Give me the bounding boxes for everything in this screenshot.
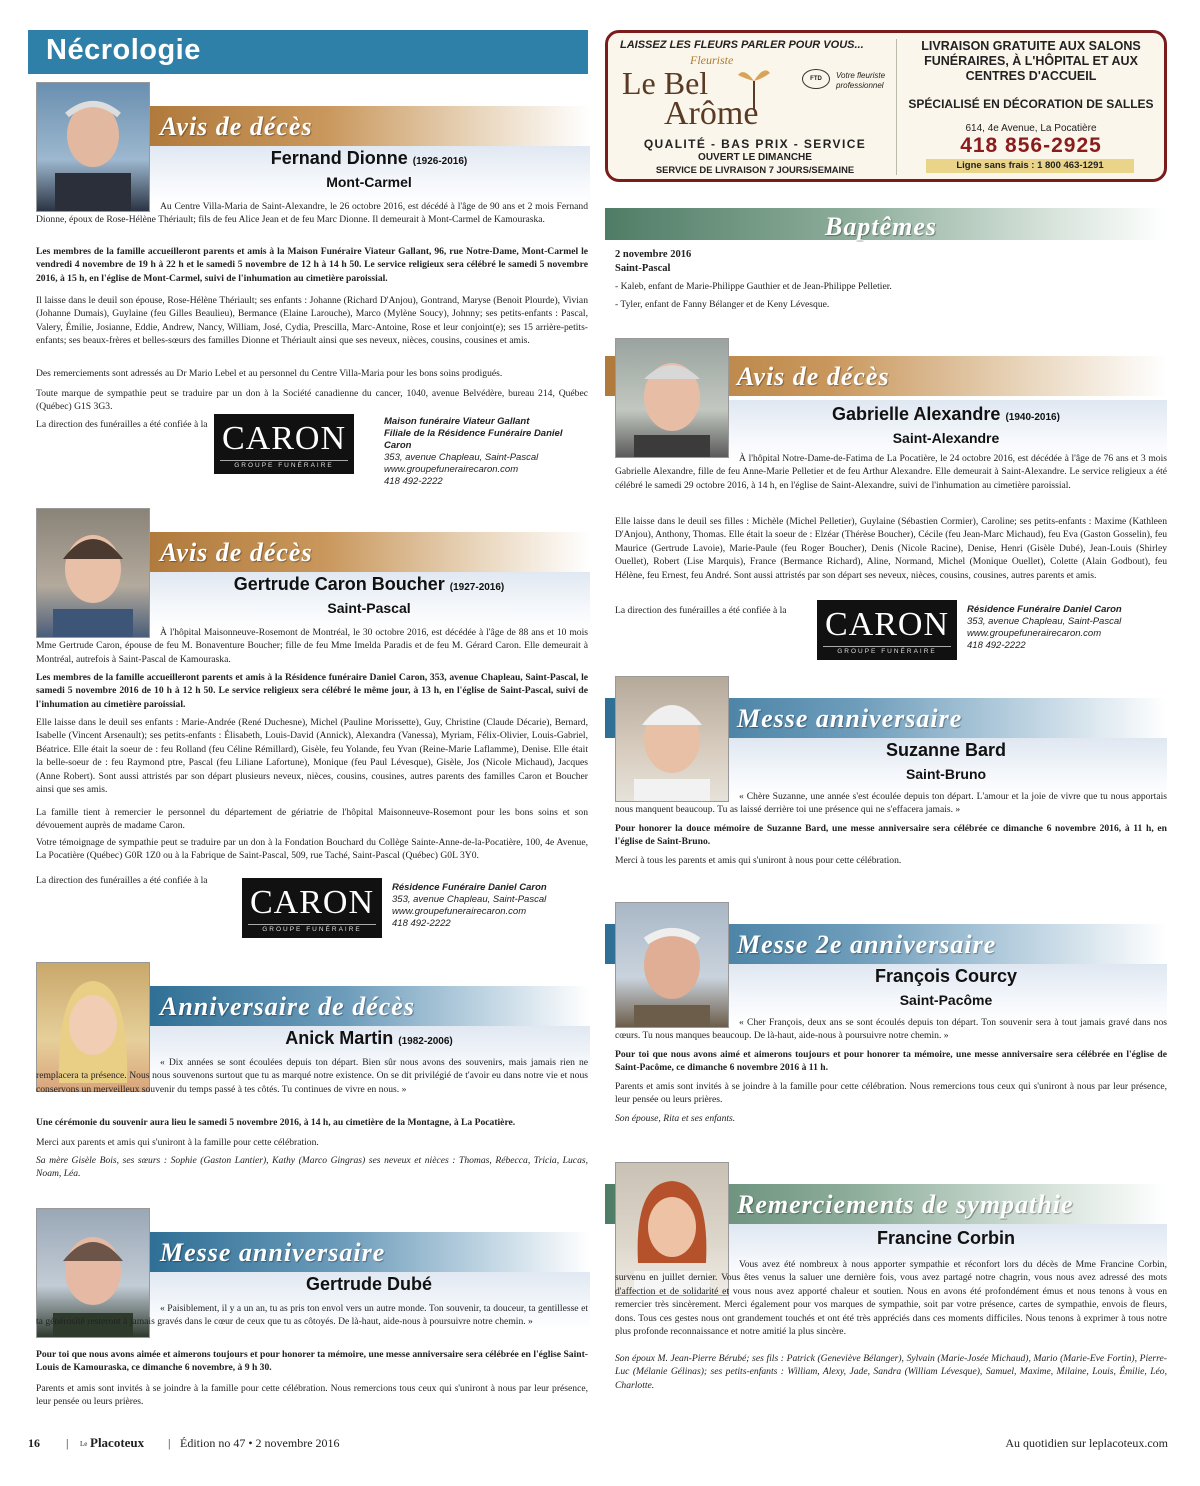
caron-logo-sub: GROUPE FUNÉRAIRE xyxy=(837,648,937,655)
notice-band-title: Messe anniversaire xyxy=(160,1238,386,1267)
footer-separator: | xyxy=(66,1436,69,1450)
caron-logo xyxy=(817,600,957,660)
florist-advertisement[interactable] xyxy=(605,30,1167,182)
notice-paragraph: À l'hôpital Maisonneuve-Rosemont de Montréal, le 30 octobre 2016, est décédée à l'âge de 88 ans et 10 mois Mme Gertrude Caron, épouse de feu M. Bonaventure Boucher; fille de feu Mme Imelda Paradis et de feu M. Gérard Caron. Elle demeurait à Montréal, autrefois à Saint-Pascal de Kamouraska. xyxy=(36,627,588,665)
lily-flower-icon xyxy=(734,61,774,115)
footer-website[interactable]: Au quotidien sur leplacoteux.com xyxy=(1005,1436,1168,1450)
caron-logo-rule xyxy=(220,460,348,461)
bapteme-item: - Tyler, enfant de Fanny Bélanger et de Keny Lévesque. xyxy=(615,299,830,310)
caron-logo xyxy=(214,414,354,474)
portrait-photo-illustration xyxy=(616,677,728,801)
funeral-home-address: 353, avenue Chapleau, Saint-Pascal xyxy=(967,616,1122,627)
edition-info: Édition no 47 • 2 novembre 2016 xyxy=(180,1436,340,1450)
deceased-name: Francine Corbin xyxy=(876,1228,1015,1248)
notice-paragraph: Merci aux parents et amis qui s'uniront à la famille pour cette célébration. xyxy=(36,1137,319,1148)
notice-signature: Sa mère Gisèle Bois, ses sœurs : Sophie (Gaston Lantier), Kathy (Marco Gingras) ses neveux et nièces : Thomas, Rébecca, Tricia, Lucas, Noam, Léa. xyxy=(36,1155,588,1180)
funeral-home-name: Maison funéraire Viateur Gallant xyxy=(384,416,530,427)
caron-logo-word: CARON xyxy=(824,606,950,643)
ad-divider xyxy=(896,39,897,175)
deceased-name-text: Gertrude Caron Boucher xyxy=(233,574,445,594)
ad-headline: LIVRAISON GRATUITE AUX SALONS FUNÉRAIRES, À L'HÔPITAL ET AUX CENTRES D'ACCUEIL xyxy=(921,39,1141,83)
notice-paragraph: Au Centre Villa-Maria de Saint-Alexandre, le 26 octobre 2016, est décédé à l'âge de 90 ans et 2 mois Fernand Dionne, époux de Rose-Hélène Thériault; fils de feu Alice Jean et de feu Marc Dionne. Il demeurait à Mont-Carmel de Kamouraska. xyxy=(36,201,588,226)
notice-band-title: Messe anniversaire xyxy=(737,704,963,733)
funeral-direction: La direction des funérailles a été confiée à la xyxy=(615,605,787,616)
caron-logo-word: CARON xyxy=(249,884,375,921)
ad-address: 614, 4e Avenue, La Pocatière xyxy=(965,123,1097,134)
deceased-name xyxy=(148,1028,590,1049)
paper-name: Placoteux xyxy=(90,1435,145,1450)
notice-paragraph: Elle laisse dans le deuil ses enfants : Marie-Andrée (René Duchesne), Michel (Pauline Morissette), Guy, Christine (Claude Décarie), Bernard, Isabelle (Vincent Arsenault); ses petits-enfants : Élisabeth, Louis-David (Annick), Alexandra (Vanessa), Myriam, Félix-Olivier, Louis-Gabriel, Béatrice. Elle était la soeur de : feu Rolland (feu Céline Rémillard), Gisèle, feu Yolande, feu Yvan (Reine-Marie Laflamme), Denise. Elle était la belle-soeur de : feu Raymond ptre, Pascal (feu Liliane Lafortune), Monique (feu Paul Lévesque), Gisèle, Jos (Nicole Michaud), Jacques (Anne Robert). Sont aussi attristés par son départ plusieurs neveux, nièces, cousins, cousines, autres parents des familles Caron et Boucher ainsi que ses amis. xyxy=(36,717,588,796)
funeral-home-phone: 418 492-2222 xyxy=(384,476,443,487)
notice-paragraph: Il laisse dans le deuil son épouse, Rose-Hélène Thériault; ses enfants : Johanne (Richard D'Anjou), Gontrand, Maryse (Benoit Plourde), Vivian (Johanne Dumais), Guylaine (feu Gilles Beaulieu), Bermance (Elaine Larouche), Marco (Mylène Soucy), Johnny; ses petits-enfants : Pascal, Valery, Émilie, Josianne, Eddie, Andrew, Nancy, William, José, Cydia, Prescilla, Marc-Antoine, Rose et leur conjoint(e); ses 15 arrière-petits-enfants; ses beaux-frères et belles-sœurs des familles Dionne et Thériault ainsi que ses neveux, nièces, cousins, cousines et amis. xyxy=(36,295,588,347)
notice-band-title: Avis de décès xyxy=(160,538,313,567)
deceased-name xyxy=(148,574,590,595)
ad-brand-line1: Le Bel xyxy=(622,65,709,101)
deceased-name: François Courcy xyxy=(874,966,1018,986)
caron-logo-word: CARON xyxy=(221,420,347,457)
ad-badge: Votre fleuriste professionnel xyxy=(836,71,886,90)
notice-gertrude-dube xyxy=(28,1208,590,1418)
caron-logo-rule xyxy=(248,924,376,925)
ad-brand-line2: Arôme xyxy=(664,95,759,132)
notice-paragraph: Elle laisse dans le deuil ses filles : Michèle (Michel Pelletier), Guylaine (Sébastien Cormier), Caroline; ses petits-enfants : Maxime (Kathleen D'Anjou), Anthony, Thomas. Elle était la soeur de : Elzéar (Thérèse Boucher), Cécile (feu Jean-Marc Michaud), feu Eva (Gaston Gosselin), feu Maurice (Gertrude Lavoie), Marie-Paule (feu Roger Boucher), Denis (Nicole Racine), Denise, Henri (Gisèle Dubé), Jean-Louis (Shirley Ouellet), Robert (Lise Marquis), France (Bermance Richard), Aline, Normand, Michel (Monique Ouellet), Colette (Alain Godbout), feu Hélène, feu Ernest, feu André. Sont aussi attristés par son départ ses neveux, nièces, cousins, cousines, autres parents et amis. xyxy=(615,516,1167,581)
page-number: 16 xyxy=(28,1436,40,1450)
notice-suzanne-bard xyxy=(605,676,1167,876)
notice-paragraph: « Dix années se sont écoulées depuis ton départ. Bien sûr nous avons des souvenirs, mais jamais rien ne remplacera ta présence. Nous nous souvenons surtout que tu as marqué notre existence. On se dit privilégié de t'avoir eu dans notre vie et nous conservons un merveilleux souvenir du temps passé à tes côtés. Tu continues de vivre en nous. » xyxy=(36,1057,588,1095)
funeral-home-info xyxy=(967,604,1163,652)
notice-band-title: Messe 2e anniversaire xyxy=(737,930,997,959)
deceased-place: Saint-Pacôme xyxy=(899,992,993,1008)
funeral-direction: La direction des funérailles a été confiée à la xyxy=(36,875,208,886)
notice-gertrude-caron-boucher xyxy=(28,508,590,948)
deceased-years: (1927-2016) xyxy=(449,582,505,593)
deceased-years: (1926-2016) xyxy=(412,156,468,167)
funeral-home-info xyxy=(392,882,588,930)
notice-paragraph: À l'hôpital Notre-Dame-de-Fatima de La Pocatière, le 24 octobre 2016, est décédée à l'âge de 76 ans et 3 mois Gabrielle Alexandre, fille de feu Anne-Marie Pelletier et de feu Arthur Alexandre. Elle demeurait à Saint-Alexandre. Le service religieux a été célébré le samedi 29 octobre 2016, à 14 h, en l'église de Saint-Alexandre, suivi de l'inhumation au cimetière paroissial. xyxy=(615,453,1167,491)
notice-signature: Son époux M. Jean-Pierre Bérubé; ses fils : Patrick (Geneviève Bélanger), Sylvain (Marie-Josée Michaud), Mario (Marie-Eve Fortin), Pierre-Luc (Mélanie Gélinas); ses petits-enfants : William, Alexy, Jade, Sandra (William Lévesque), Samuel, Maxime, Milaine, Louis, Émilie, Léo, Charlotte. xyxy=(615,1353,1167,1391)
funeral-home-address: 353, avenue Chapleau, Saint-Pascal xyxy=(384,452,539,463)
notice-paragraph: Pour honorer la douce mémoire de Suzanne Bard, une messe anniversaire sera célébrée ce dimanche 6 novembre 2016, à 11 h, en l'église de Saint-Bruno. xyxy=(615,823,1167,848)
footer-separator: | xyxy=(168,1436,171,1450)
notice-paragraph: Votre témoignage de sympathie peut se traduire par un don à la Fondation Bouchard du Collège Sainte-Anne-de-la-Pocatière, 100, 4e Avenue, La Pocatière (Québec) G0R 1Z0 ou à la Fabrique de Saint-Pascal, 509, rue Taché, Saint-Pascal (Québec) G0L 3Y0. xyxy=(36,837,588,862)
funeral-home-website[interactable]: www.groupefunerairecaron.com xyxy=(967,628,1102,639)
notice-gabrielle-alexandre xyxy=(605,338,1167,658)
portrait-photo-illustration xyxy=(616,339,728,457)
funeral-home-website[interactable]: www.groupefunerairecaron.com xyxy=(384,464,519,475)
ad-sunday: OUVERT LE DIMANCHE xyxy=(698,152,812,163)
portrait-photo xyxy=(615,902,729,1028)
ad-tollfree: Ligne sans frais : 1 800 463-1291 xyxy=(926,159,1134,173)
portrait-photo-illustration xyxy=(616,903,728,1027)
deceased-name: Gertrude Dubé xyxy=(305,1274,433,1294)
notice-band-title: Anniversaire de décès xyxy=(160,992,415,1021)
notice-paragraph: Les membres de la famille accueilleront parents et amis à la Résidence funéraire Daniel Caron, 353, avenue Chapleau, Saint-Pascal, le samedi 5 novembre 2016 de 10 h à 12 h 50. Le service religieux sera célébré le même jour, à 13 h, en l'église de Saint-Pascal, suivi de l'inhumation au cimetière paroissial. xyxy=(36,672,588,710)
deceased-years: (1982-2006) xyxy=(398,1036,453,1047)
ad-specialty: SPÉCIALISÉ EN DÉCORATION DE SALLES xyxy=(908,97,1154,111)
notice-paragraph: Une cérémonie du souvenir aura lieu le samedi 5 novembre 2016, à 14 h, au cimetière de la Montagne, à La Pocatière. xyxy=(36,1117,516,1128)
caron-logo-sub: GROUPE FUNÉRAIRE xyxy=(234,462,334,469)
portrait-photo-illustration xyxy=(37,83,149,211)
funeral-home-name: Résidence Funéraire Daniel Caron xyxy=(392,882,547,893)
bapteme-place: Saint-Pascal xyxy=(615,263,671,274)
funeral-home-subsidiary: Filiale de la Résidence Funéraire Daniel Caron xyxy=(384,428,563,451)
notice-francois-courcy xyxy=(605,902,1167,1132)
notice-paragraph: « Paisiblement, il y a un an, tu as pris ton envol vers un autre monde. Ton souvenir, ta douceur, ta gentillesse et ta générosité resteront à jamais gravés dans le cœur de ceux que tu as côtoyés. De là-haut, aide-nous à poursuivre notre chemin. » xyxy=(36,1303,588,1328)
notice-fernand-dionne xyxy=(28,82,590,492)
funeral-direction: La direction des funérailles a été confiée à la xyxy=(36,419,208,430)
notice-paragraph: Parents et amis sont invités à se joindre à la famille pour cette célébration. Nous remercions tous ceux qui s'uniront à nous par leur présence, leur pensée ou leurs prières. xyxy=(615,1081,1167,1106)
funeral-home-website[interactable]: www.groupefunerairecaron.com xyxy=(392,906,527,917)
deceased-years: (1940-2016) xyxy=(1005,412,1060,423)
notice-paragraph: Toute marque de sympathie peut se traduire par un don à la Société canadienne du cancer, 1040, avenue Belvédère, bureau 214, Québec (Québec) G1S 3G3. xyxy=(36,388,588,413)
portrait-photo xyxy=(36,82,150,212)
portrait-photo xyxy=(615,676,729,802)
deceased-place: Saint-Pascal xyxy=(327,600,411,616)
portrait-photo xyxy=(36,508,150,638)
notice-band-title: Avis de décès xyxy=(160,112,313,141)
deceased-name-text: Anick Martin xyxy=(285,1028,394,1048)
ad-delivery: SERVICE DE LIVRAISON 7 JOURS/SEMAINE xyxy=(655,164,855,175)
ad-services: QUALITÉ - BAS PRIX - SERVICE xyxy=(643,137,867,151)
funeral-home-info xyxy=(384,416,590,488)
bapteme-item: - Kaleb, enfant de Marie-Philippe Gauthier et de Jean-Philippe Pelletier. xyxy=(615,281,892,292)
deceased-name-text: Fernand Dionne xyxy=(270,148,408,168)
deceased-name: Suzanne Bard xyxy=(885,740,1007,760)
deceased-name-text: Gabrielle Alexandre xyxy=(832,404,1001,424)
deceased-place: Mont-Carmel xyxy=(326,174,412,190)
notice-signature: Son épouse, Rita et ses enfants. xyxy=(615,1113,736,1124)
funeral-home-address: 353, avenue Chapleau, Saint-Pascal xyxy=(392,894,547,905)
notice-paragraph: Merci à tous les parents et amis qui s'uniront à nous pour cette célébration. xyxy=(615,855,902,866)
notice-anick-martin xyxy=(28,962,590,1192)
caron-logo-sub: GROUPE FUNÉRAIRE xyxy=(262,926,362,933)
deceased-place: Saint-Alexandre xyxy=(892,430,1000,446)
ftd-logo: FTD xyxy=(802,69,830,89)
notice-paragraph: « Chère Suzanne, une année s'est écoulée depuis ton départ. L'amour et la joie de vivre que tu nous apportais nous manquent beaucoup. Tu as laissé derrière toi une présence qui ne s'effacera jamais. » xyxy=(615,791,1167,816)
caron-logo xyxy=(242,878,382,938)
ad-brand-prefix: Fleuriste xyxy=(690,53,734,67)
notice-paragraph: Pour toi que nous avons aimé et aimerons toujours et pour honorer ta mémoire, une messe anniversaire sera célébrée en l'église de Saint-Pacôme, ce dimanche 6 novembre 2016 à 11 h. xyxy=(615,1049,1167,1074)
portrait-photo-illustration xyxy=(37,509,149,637)
portrait-photo xyxy=(615,338,729,458)
notice-baptemes xyxy=(605,204,1167,316)
notice-paragraph: Des remerciements sont adressés au Dr Mario Lebel et au personnel du Centre Villa-Maria pour les bons soins prodigués. xyxy=(36,368,503,379)
notice-paragraph: Vous avez été nombreux à nous apporter sympathie et réconfort lors du décès de Mme Francine Corbin, survenu en juillet dernier. Vous êtes venus la saluer une dernière fois, vous avez partagé notre chagrin, vous nous avez adressé des mots d'affection et de solidarité et vous nous avez apporté chaleur et soutien. Nous en avons été profondément émus et nous tenons à vous en remercier très sincèrement. Merci également pour vos marques de sympathie, soit par votre présence, cartes de sympathie, envois de fleurs, dons. Tous ces gestes nous ont grandement touchés et ont été très appréciés dans ces moments difficiles. Nous tenons à exprimer à tous notre plus profonde reconnaissance et notre amitié la plus sincère. xyxy=(615,1259,1167,1338)
notice-band-title: Baptêmes xyxy=(825,212,937,241)
notice-paragraph: La famille tient à remercier le personnel du département de gériatrie de l'hôpital Maisonneuve-Rosemont pour les bons soins et son dévouement auprès de madame Caron. xyxy=(36,807,588,832)
paper-name-prefix: Le xyxy=(80,1440,88,1448)
deceased-place: Saint-Bruno xyxy=(905,766,987,782)
bapteme-date: 2 novembre 2016 xyxy=(615,249,692,260)
notice-paragraph: Les membres de la famille accueilleront parents et amis à la Maison Funéraire Viateur Gallant, 96, rue Notre-Dame, Mont-Carmel le vendredi 4 novembre de 19 h à 22 h et le samedi 5 novembre de 12 h à 14 h 50. Le service religieux sera célébré le samedi 5 novembre 2016, à 15 h, en l'église de Mont-Carmel, suivi de l'inhumation au cimetière paroissial. xyxy=(36,246,588,284)
notice-francine-corbin xyxy=(605,1162,1167,1412)
caron-logo-rule xyxy=(823,646,951,647)
notice-paragraph: Pour toi que nous avons aimée et aimerons toujours et pour honorer ta mémoire, une messe anniversaire sera célébrée en l'église Saint-Louis de Kamouraska, ce dimanche 6 novembre, à 9 h 30. xyxy=(36,1349,588,1374)
funeral-home-name: Résidence Funéraire Daniel Caron xyxy=(967,604,1122,615)
section-header xyxy=(28,30,588,74)
deceased-name xyxy=(725,404,1167,425)
notice-band-title: Avis de décès xyxy=(737,362,890,391)
deceased-name xyxy=(148,148,590,169)
notice-paragraph: Parents et amis sont invités à se joindre à la famille pour cette célébration. Nous remercions tous ceux qui s'uniront à nous par leur présence, leur pensée ou leurs prières. xyxy=(36,1383,588,1408)
ad-tagline: LAISSEZ LES FLEURS PARLER POUR VOUS... xyxy=(620,39,864,51)
section-title: Nécrologie xyxy=(46,34,201,66)
funeral-home-phone: 418 492-2222 xyxy=(967,640,1026,651)
ad-phone[interactable]: 418 856-2925 xyxy=(960,134,1102,157)
notice-paragraph: « Cher François, deux ans se sont écoulés depuis ton départ. Ton souvenir sera à tout jamais gravé dans nos cœurs. Tu nous manques beaucoup. De là-haut, aide-nous à poursuivre notre chemin. » xyxy=(615,1017,1167,1042)
funeral-home-phone: 418 492-2222 xyxy=(392,918,451,929)
notice-band-title: Remerciements de sympathie xyxy=(737,1190,1074,1219)
